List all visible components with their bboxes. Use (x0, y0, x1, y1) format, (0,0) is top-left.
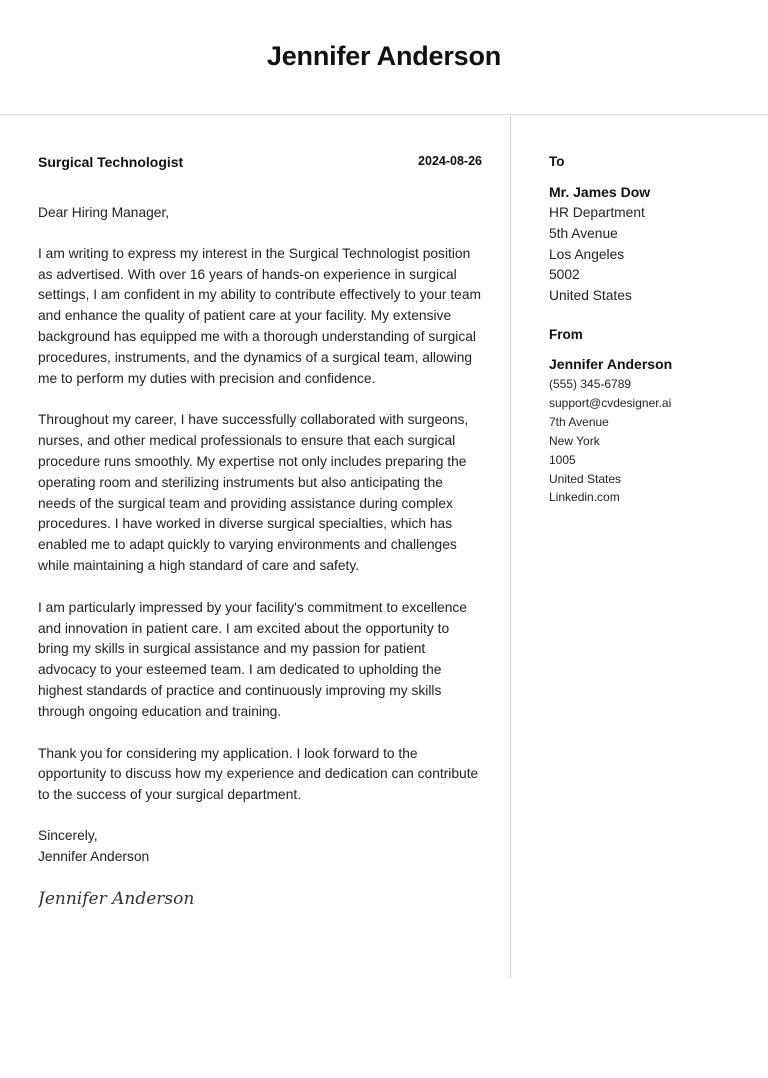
paragraph-3: I am particularly impressed by your facility's commitment to excellence and innovation in patient care. I am excited about the opportunity to bring my skills in surgical assistance and my passion for patient advocacy to your esteemed team. I am dedicated to upholding the highest standards of practice and continuously improving my skills through ongoing education and training. (38, 599, 467, 719)
sender-city: New York (549, 433, 600, 448)
letter-date: 2024-08-26 (418, 154, 482, 168)
page-header (0, 0, 768, 115)
recipient-city: Los Angeles (549, 246, 625, 262)
recipient-name: Mr. James Dow (549, 184, 651, 200)
salutation: Dear Hiring Manager, (38, 205, 170, 220)
letter-body (38, 152, 482, 912)
from-label: From (549, 326, 583, 342)
job-title: Surgical Technologist (38, 154, 184, 170)
sender-street: 7th Avenue (549, 414, 609, 429)
sender-phone: (555) 345-6789 (549, 376, 632, 391)
sender-country: United States (549, 471, 622, 486)
sender-name: Jennifer Anderson (549, 355, 673, 372)
paragraph-2: Throughout my career, I have successfully collaborated with surgeons, nurses, and other medical professionals to ensure that each surgical procedure runs smoothly. My expertise not only includes preparing the operating room and sterilizing instruments but also anticipating the needs of the surgical team and providing assistance during complex procedures. I have worked in diverse surgical specialties, which has enabled me to adapt quickly to varying environments and challenges while maintaining a high standard of care and safety. (38, 412, 469, 573)
recipient-department: HR Department (549, 205, 645, 220)
paragraph-4: Thank you for considering my application. I look forward to the opportunity to discuss how my experience and dedication can contribute to the success of your surgical department. (38, 745, 479, 803)
sender-link: Linkedin.com (549, 490, 620, 505)
to-label: To (549, 154, 565, 169)
closing (38, 826, 482, 868)
letter-meta-row (38, 152, 482, 174)
signature-image (38, 882, 238, 912)
recipient-country: United States (549, 288, 632, 304)
signature-text: Jennifer Anderson (38, 888, 195, 909)
closing-name: Jennifer Anderson (38, 848, 150, 864)
sender-postal: 1005 (549, 452, 576, 467)
recipient-street: 5th Avenue (549, 225, 618, 241)
column-divider (510, 115, 511, 978)
signature (38, 882, 482, 912)
recipient-postal: 5002 (549, 267, 580, 283)
paragraph-1: I am writing to express my interest in the Surgical Technologist position as advertised. With over 16 years of hands-on experience in surgical settings, I am confident in my ability to contribute effectively to your team and enhance the quality of patient care at your facility. My extensive background has equipped me with a thorough understanding of surgical procedures, instruments, and the dynamics of a surgical team, allowing me to perform my duties with precision and confidence. (38, 245, 481, 386)
sender-email: support@cvdesigner.ai (549, 395, 672, 410)
closing-phrase: Sincerely, (38, 827, 98, 843)
applicant-name-title: Jennifer Anderson (266, 41, 502, 71)
contact-column (549, 152, 749, 507)
